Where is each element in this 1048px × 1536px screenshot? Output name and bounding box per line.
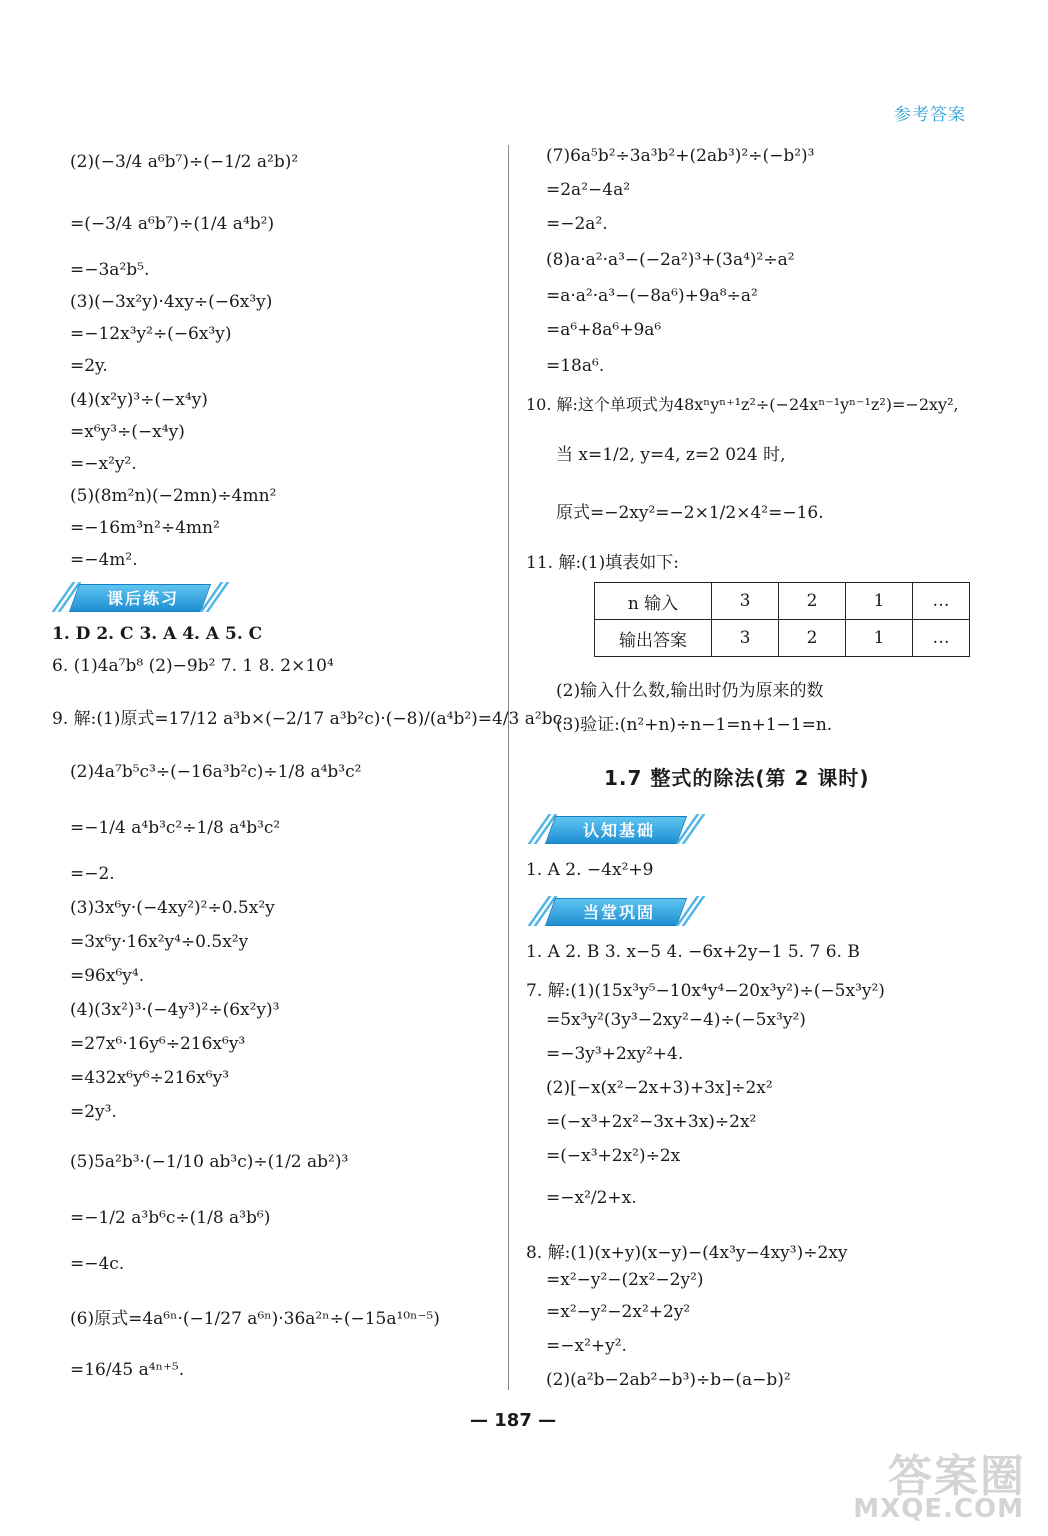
badge-consolidate	[528, 896, 698, 926]
column-divider	[508, 145, 509, 1390]
page-number: — 187 —	[470, 1410, 557, 1431]
answer-line: =a·a²·a³−(−8a⁶)+9a⁸÷a²	[546, 286, 758, 306]
answer-line: 1. A 2. B 3. x−5 4. −6x+2y−1 5. 7 6. B	[526, 942, 860, 962]
practice-line: 6. (1)4a⁷b⁸ (2)−9b² 7. 1 8. 2×10⁴	[52, 656, 334, 676]
answer-line: =−3y³+2xy²+4.	[546, 1044, 684, 1064]
answer-line: 7. 解:(1)(15x³y⁵−10x⁴y⁴−20x³y²)÷(−5x³y²)	[526, 981, 885, 1001]
table-cell: 2	[779, 583, 846, 620]
practice-line: (6)原式=4a⁶ⁿ·(−1/27 a⁶ⁿ)·36a²ⁿ÷(−15a¹⁰ⁿ⁻⁵)	[70, 1309, 440, 1329]
badge-after-class	[52, 582, 222, 612]
answer-line: 原式=−2xy²=−2×1/2×4²=−16.	[556, 503, 824, 523]
answer-line: =−x²y².	[70, 454, 137, 474]
table-cell: 3	[712, 583, 779, 620]
io-table	[594, 582, 970, 657]
practice-line: =3x⁶y·16x²y⁴÷0.5x²y	[70, 932, 249, 952]
practice-line: =16/45 a⁴ⁿ⁺⁵.	[70, 1360, 185, 1380]
table-row	[595, 620, 970, 657]
answer-line: (8)a·a²·a³−(−2a²)³+(3a⁴)²÷a²	[546, 250, 795, 270]
answer-line: =−2a².	[546, 214, 608, 234]
practice-line: =−4c.	[70, 1254, 125, 1274]
table-cell: 2	[779, 620, 846, 657]
practice-line: (5)5a²b³·(−1/10 ab³c)÷(1/2 ab²)³	[70, 1152, 349, 1172]
answer-line: =2a²−4a²	[546, 180, 631, 200]
answer-line: =(−x³+2x²−3x+3x)÷2x²	[546, 1112, 757, 1132]
practice-line: =27x⁶·16y⁶÷216x⁶y³	[70, 1034, 246, 1054]
answer-line: (7)6a⁵b²÷3a³b²+(2ab³)²÷(−b²)³	[546, 146, 815, 166]
answer-line: =(−3/4 a⁶b⁷)÷(1/4 a⁴b²)	[70, 214, 275, 234]
answer-line: (3)(−3x²y)·4xy÷(−6x³y)	[70, 292, 273, 312]
answer-line: (5)(8m²n)(−2mn)÷4mn²	[70, 486, 277, 506]
answer-line: (4)(x²y)³÷(−x⁴y)	[70, 390, 208, 410]
answer-line: =−x²+y².	[546, 1336, 627, 1356]
badge-basics	[528, 814, 698, 844]
badge-label: 认知基础	[582, 821, 655, 840]
answer-line: 当 x=1/2, y=4, z=2 024 时,	[556, 445, 786, 465]
practice-line: =2y³.	[70, 1102, 117, 1122]
practice-line: =−2.	[70, 864, 115, 884]
answer-line: (2)[−x(x²−2x+3)+3x]÷2x²	[546, 1078, 773, 1098]
practice-line: =−1/2 a³b⁶c÷(1/8 a³b⁶)	[70, 1208, 271, 1228]
answer-line: (2)(a²b−2ab²−b³)÷b−(a−b)²	[546, 1370, 791, 1390]
practice-line: (3)3x⁶y·(−4xy²)²÷0.5x²y	[70, 898, 275, 918]
answer-line: =x²−y²−2x²+2y²	[546, 1302, 691, 1322]
practice-line: =−1/4 a⁴b³c²÷1/8 a⁴b³c²	[70, 818, 281, 838]
header-label: 参考答案	[894, 105, 966, 125]
answer-line: =x²−y²−(2x²−2y²)	[546, 1270, 704, 1290]
answer-line: =5x³y²(3y³−2xy²−4)÷(−5x³y²)	[546, 1010, 806, 1030]
badge-label: 当堂巩固	[582, 903, 655, 922]
table-cell: …	[913, 583, 970, 620]
answer-line: =−16m³n²÷4mn²	[70, 518, 220, 538]
answer-line: =−3a²b⁵.	[70, 260, 150, 280]
answer-line: 11. 解:(1)填表如下:	[526, 553, 679, 573]
practice-line: =432x⁶y⁶÷216x⁶y³	[70, 1068, 230, 1088]
answer-line: (2)(−3/4 a⁶b⁷)÷(−1/2 a²b)²	[70, 152, 299, 172]
practice-line: 9. 解:(1)原式=17/12 a³b×(−2/17 a³b²c)·(−8)/(a⁴b²)=4/3 a²bc.	[52, 709, 568, 729]
answer-line: (2)输入什么数,输出时仍为原来的数	[556, 681, 824, 701]
answer-line: =−4m².	[70, 550, 138, 570]
practice-line: (4)(3x²)³·(−4y³)²÷(6x²y)³	[70, 1000, 280, 1020]
answer-line: =−x²/2+x.	[546, 1188, 637, 1208]
watermark	[853, 1440, 1036, 1530]
answer-line: =(−x³+2x²)÷2x	[546, 1146, 681, 1166]
table-cell: 1	[846, 620, 913, 657]
table-cell: 1	[846, 583, 913, 620]
table-cell: n 输入	[595, 583, 712, 620]
answer-line: =a⁶+8a⁶+9a⁶	[546, 320, 662, 340]
practice-line: (2)4a⁷b⁵c³÷(−16a³b²c)÷1/8 a⁴b³c²	[70, 762, 362, 782]
answer-line: (3)验证:(n²+n)÷n−1=n+1−1=n.	[556, 715, 833, 735]
section-title: 1.7 整式的除法(第 2 课时)	[604, 766, 870, 790]
answer-line: =18a⁶.	[546, 356, 605, 376]
table-row	[595, 583, 970, 620]
watermark-text: 答案圈	[888, 1451, 1026, 1502]
table-cell: 输出答案	[595, 620, 712, 657]
table-cell: 3	[712, 620, 779, 657]
practice-line: =96x⁶y⁴.	[70, 966, 145, 986]
answer-line: 1. A 2. −4x²+9	[526, 860, 654, 880]
watermark-url: MXQE.COM	[853, 1494, 1024, 1524]
answer-line: =x⁶y³÷(−x⁴y)	[70, 422, 185, 442]
answer-line: =2y.	[70, 356, 108, 376]
answer-line: 8. 解:(1)(x+y)(x−y)−(4x³y−4xy³)÷2xy	[526, 1243, 848, 1263]
answer-line: 10. 解:这个单项式为48xⁿyⁿ⁺¹z²÷(−24xⁿ⁻¹yⁿ⁻¹z²)=−2xy²,	[526, 395, 959, 414]
badge-label: 课后练习	[106, 589, 179, 608]
table-cell: …	[913, 620, 970, 657]
practice-line: 1. D 2. C 3. A 4. A 5. C	[52, 624, 263, 644]
answer-line: =−12x³y²÷(−6x³y)	[70, 324, 232, 344]
